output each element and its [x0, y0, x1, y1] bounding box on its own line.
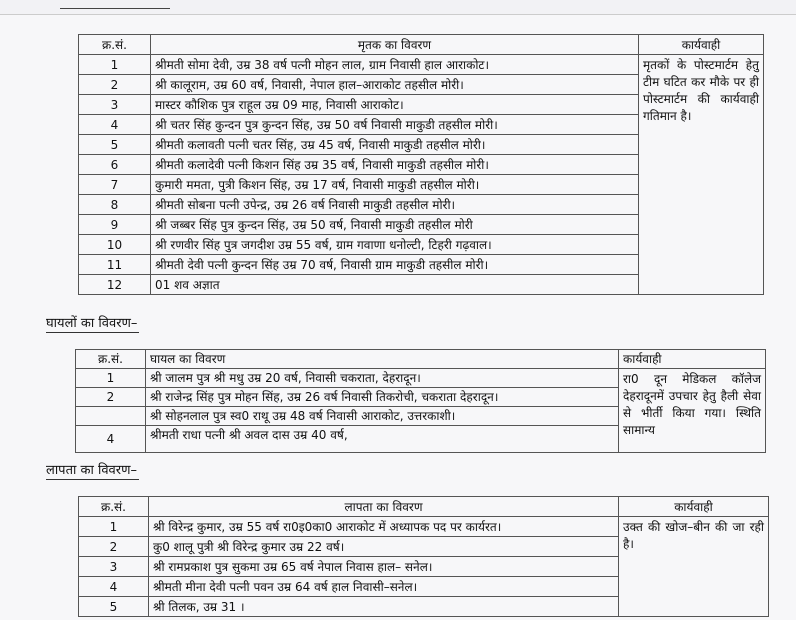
cropped-heading-underline [60, 0, 170, 9]
detail-cell: श्रीमती मीना देवी पत्नी पवन उम्र 64 वर्ष हाल निवासी–सनेल। [149, 577, 619, 597]
detail-cell: श्रीमती कलादेवी पत्नी किशन सिंह उम्र 35 वर्ष, निवासी माकुडी तहसील मोरी। [151, 155, 639, 175]
detail-cell: श्री जालम पुत्र श्री मधु उम्र 20 वर्ष, निवासी चकराता, देहरादून। [146, 369, 619, 388]
sn-cell: 3 [79, 557, 149, 577]
injured-section-heading: घायलों का विवरण– [46, 316, 138, 331]
sn-cell: 1 [76, 369, 146, 388]
sn-cell: 10 [79, 235, 151, 255]
detail-cell: श्री राजेन्द्र सिंह पुत्र मोहन सिंह, उम्र 26 वर्ष निवासी तिकरोची, चकराता देहरादून। [146, 388, 619, 407]
sn-cell: 5 [79, 597, 149, 617]
sn-cell: 2 [76, 388, 146, 407]
detail-cell: श्री विरेन्द्र कुमार, उम्र 55 वर्ष रा0इ0का0 आराकोट में अध्यापक पद पर कार्यरत। [149, 517, 619, 537]
detail-cell: श्रीमती सोमा देवी, उम्र 38 वर्ष पत्नी मोहन लाल, ग्राम निवासी हाल आराकोट। [151, 55, 639, 75]
sn-cell: 1 [79, 55, 151, 75]
sn-cell: 5 [79, 135, 151, 155]
action-cell: उक्त की खोज–बीन की जा रही है। [619, 517, 769, 617]
detail-cell: श्रीमती कलावती पत्नी चतर सिंह, उम्र 45 वर्ष, निवासी माकुडी तहसील मोरी। [151, 135, 639, 155]
sn-header: क्र.सं. [79, 497, 149, 517]
table-header-row [79, 35, 764, 55]
detail-header: लापता का विवरण [149, 497, 619, 517]
detail-cell: 01 शव अज्ञात [151, 275, 639, 295]
cropped-top-strip [0, 0, 796, 15]
detail-cell: श्री रामप्रकाश पुत्र सुकमा उम्र 65 वर्ष नेपाल निवास हाल– सनेल। [149, 557, 619, 577]
table-header-row [76, 350, 766, 369]
action-header: कार्यवाही [619, 497, 769, 517]
detail-cell: श्रीमती राधा पत्नी श्री अवल दास उम्र 40 वर्ष, [146, 426, 619, 453]
detail-header: घायल का विवरण [146, 350, 619, 369]
sn-cell: 9 [79, 215, 151, 235]
detail-cell: श्री कालूराम, उम्र 60 वर्ष, निवासी, नेपाल हाल–आराकोट तहसील मोरी। [151, 75, 639, 95]
action-cell: मृतकों के पोस्टमार्टम हेतु टीम घटित कर मौके पर ही पोस्टमार्टम की कार्यवाही गतिमान है। [639, 55, 764, 295]
action-header: कार्यवाही [639, 35, 764, 55]
sn-cell: 12 [79, 275, 151, 295]
sn-header: क्र.सं. [76, 350, 146, 369]
missing-table [78, 496, 769, 617]
detail-cell: श्री जब्बर सिंह पुत्र कुन्दन सिंह, उम्र 50 वर्ष, निवासी माकुडी तहसील मोरी [151, 215, 639, 235]
detail-cell: श्री रणवीर सिंह पुत्र जगदीश उम्र 55 वर्ष, ग्राम गवाणा धनोल्टी, टिहरी गढ़वाल। [151, 235, 639, 255]
table-row [79, 517, 769, 537]
detail-cell: कु0 शालू पुत्री श्री विरेन्द्र कुमार उम्र 22 वर्ष। [149, 537, 619, 557]
detail-header: मृतक का विवरण [151, 35, 639, 55]
sn-cell: 4 [76, 426, 146, 453]
sn-cell: 8 [79, 195, 151, 215]
sn-header: क्र.सं. [79, 35, 151, 55]
detail-cell: श्री तिलक, उम्र 31 । [149, 597, 619, 617]
table-row [76, 369, 766, 388]
sn-cell: 4 [79, 577, 149, 597]
deceased-table [78, 34, 764, 295]
detail-cell: श्री चतर सिंह कुन्दन पुत्र कुन्दन सिंह, उम्र 50 वर्ष निवासी माकुडी तहसील मोरी। [151, 115, 639, 135]
sn-cell: 11 [79, 255, 151, 275]
action-header: कार्यवाही [619, 350, 766, 369]
detail-cell: कुमारी ममता, पुत्री किशन सिंह, उम्र 17 वर्ष, निवासी माकुडी तहसील मोरी। [151, 175, 639, 195]
sn-cell: 3 [79, 95, 151, 115]
sn-cell [76, 407, 146, 426]
sn-cell: 4 [79, 115, 151, 135]
sn-cell: 7 [79, 175, 151, 195]
missing-section-heading: लापता का विवरण– [46, 463, 137, 478]
sn-cell: 1 [79, 517, 149, 537]
action-cell: रा0 दून मेडिकल कॉलेज देहरादूनमें उपचार हेतु हैली सेवा से भीर्ती किया गया। स्थिति सामान्य [619, 369, 766, 453]
detail-cell: श्रीमती सोबना पत्नी उपेन्द्र, उम्र 26 वर्ष निवासी माकुडी तहसील मोरी। [151, 195, 639, 215]
detail-cell: श्री सोहनलाल पुत्र स्व0 राथू उम्र 48 वर्ष निवासी आराकोट, उत्तरकाशी। [146, 407, 619, 426]
table-header-row [79, 497, 769, 517]
detail-cell: मास्टर कौशिक पुत्र राहूल उम्र 09 माह, निवासी आराकोट। [151, 95, 639, 115]
injured-table [75, 349, 766, 453]
detail-cell: श्रीमती देवी पत्नी कुन्दन सिंह उम्र 70 वर्ष, निवासी ग्राम माकुडी तहसील मोरी। [151, 255, 639, 275]
sn-cell: 6 [79, 155, 151, 175]
table-row [79, 55, 764, 75]
sn-cell: 2 [79, 537, 149, 557]
sn-cell: 2 [79, 75, 151, 95]
